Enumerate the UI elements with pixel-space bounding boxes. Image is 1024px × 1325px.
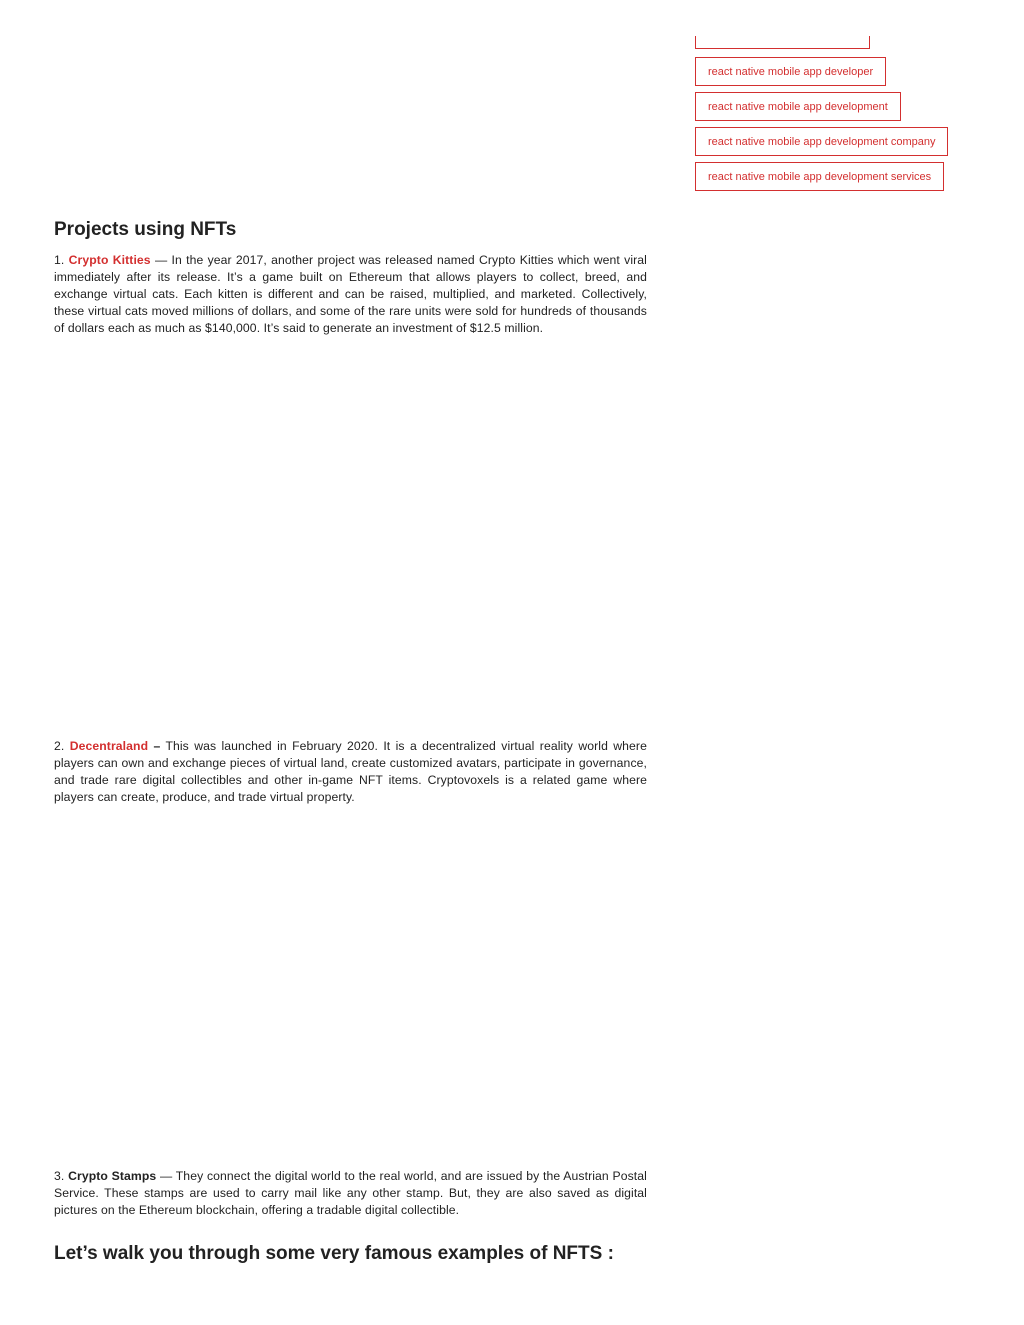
project-item-crypto-kitties: [54, 252, 647, 337]
item-description: This was launched in February 2020. It is a decentralized virtual reality world where players can own and exchange pieces of virtual land, create customized avatars, participate in governance, and trade rare digital collectibles and other in-game NFT items. Cryptovoxels is a related game where players can create, produce, and trade virtual property.: [54, 739, 647, 804]
item-description: They connect the digital world to the real world, and are issued by the Austrian Postal Service. These stamps are used to carry mail like any other stamp. But, they are also saved as digital pictures on the Ethereum blockchain, offering a tradable digital collectible.: [54, 1169, 647, 1217]
item-separator: —: [154, 253, 168, 267]
project-item-decentraland: [54, 738, 647, 806]
heading-projects-using-nfts: Projects using NFTs: [54, 219, 237, 240]
item-number: 2.: [54, 739, 65, 753]
item-number: 3.: [54, 1169, 65, 1183]
item-separator: —: [159, 1169, 173, 1183]
item-number: 1.: [54, 253, 65, 267]
tag-react-native-mobile-app-development-company[interactable]: react native mobile app development company: [695, 127, 948, 156]
decentraland-link[interactable]: Decentraland: [69, 739, 149, 753]
tag-react-native-mobile-app-developer[interactable]: react native mobile app developer: [695, 57, 886, 86]
item-description: In the year 2017, another project was released named Crypto Kitties which went viral immediately after its release. It’s a game built on Ethereum that allows players to collect, breed, and exchange virtual cats. Each kitten is different and can be raised, multiplied, and marketed. Collectively, these virtual cats moved millions of dollars, and some of the rare units were sold for hundreds of thousands of dollars each as much as $140,000. It’s said to generate an investment of $12.5 million.: [54, 253, 647, 335]
heading-famous-nft-examples: Let’s walk you through some very famous examples of NFTS :: [54, 1243, 614, 1264]
tag-react-native-mobile-app-development-services[interactable]: react native mobile app development services: [695, 162, 944, 191]
tag-partial-cut-off[interactable]: [695, 36, 870, 49]
crypto-kitties-link[interactable]: Crypto Kitties: [68, 253, 151, 267]
item-separator: –: [153, 739, 161, 753]
project-item-crypto-stamps: [54, 1168, 647, 1219]
tag-react-native-mobile-app-development[interactable]: react native mobile app development: [695, 92, 901, 121]
crypto-stamps-name: Crypto Stamps: [68, 1169, 157, 1183]
